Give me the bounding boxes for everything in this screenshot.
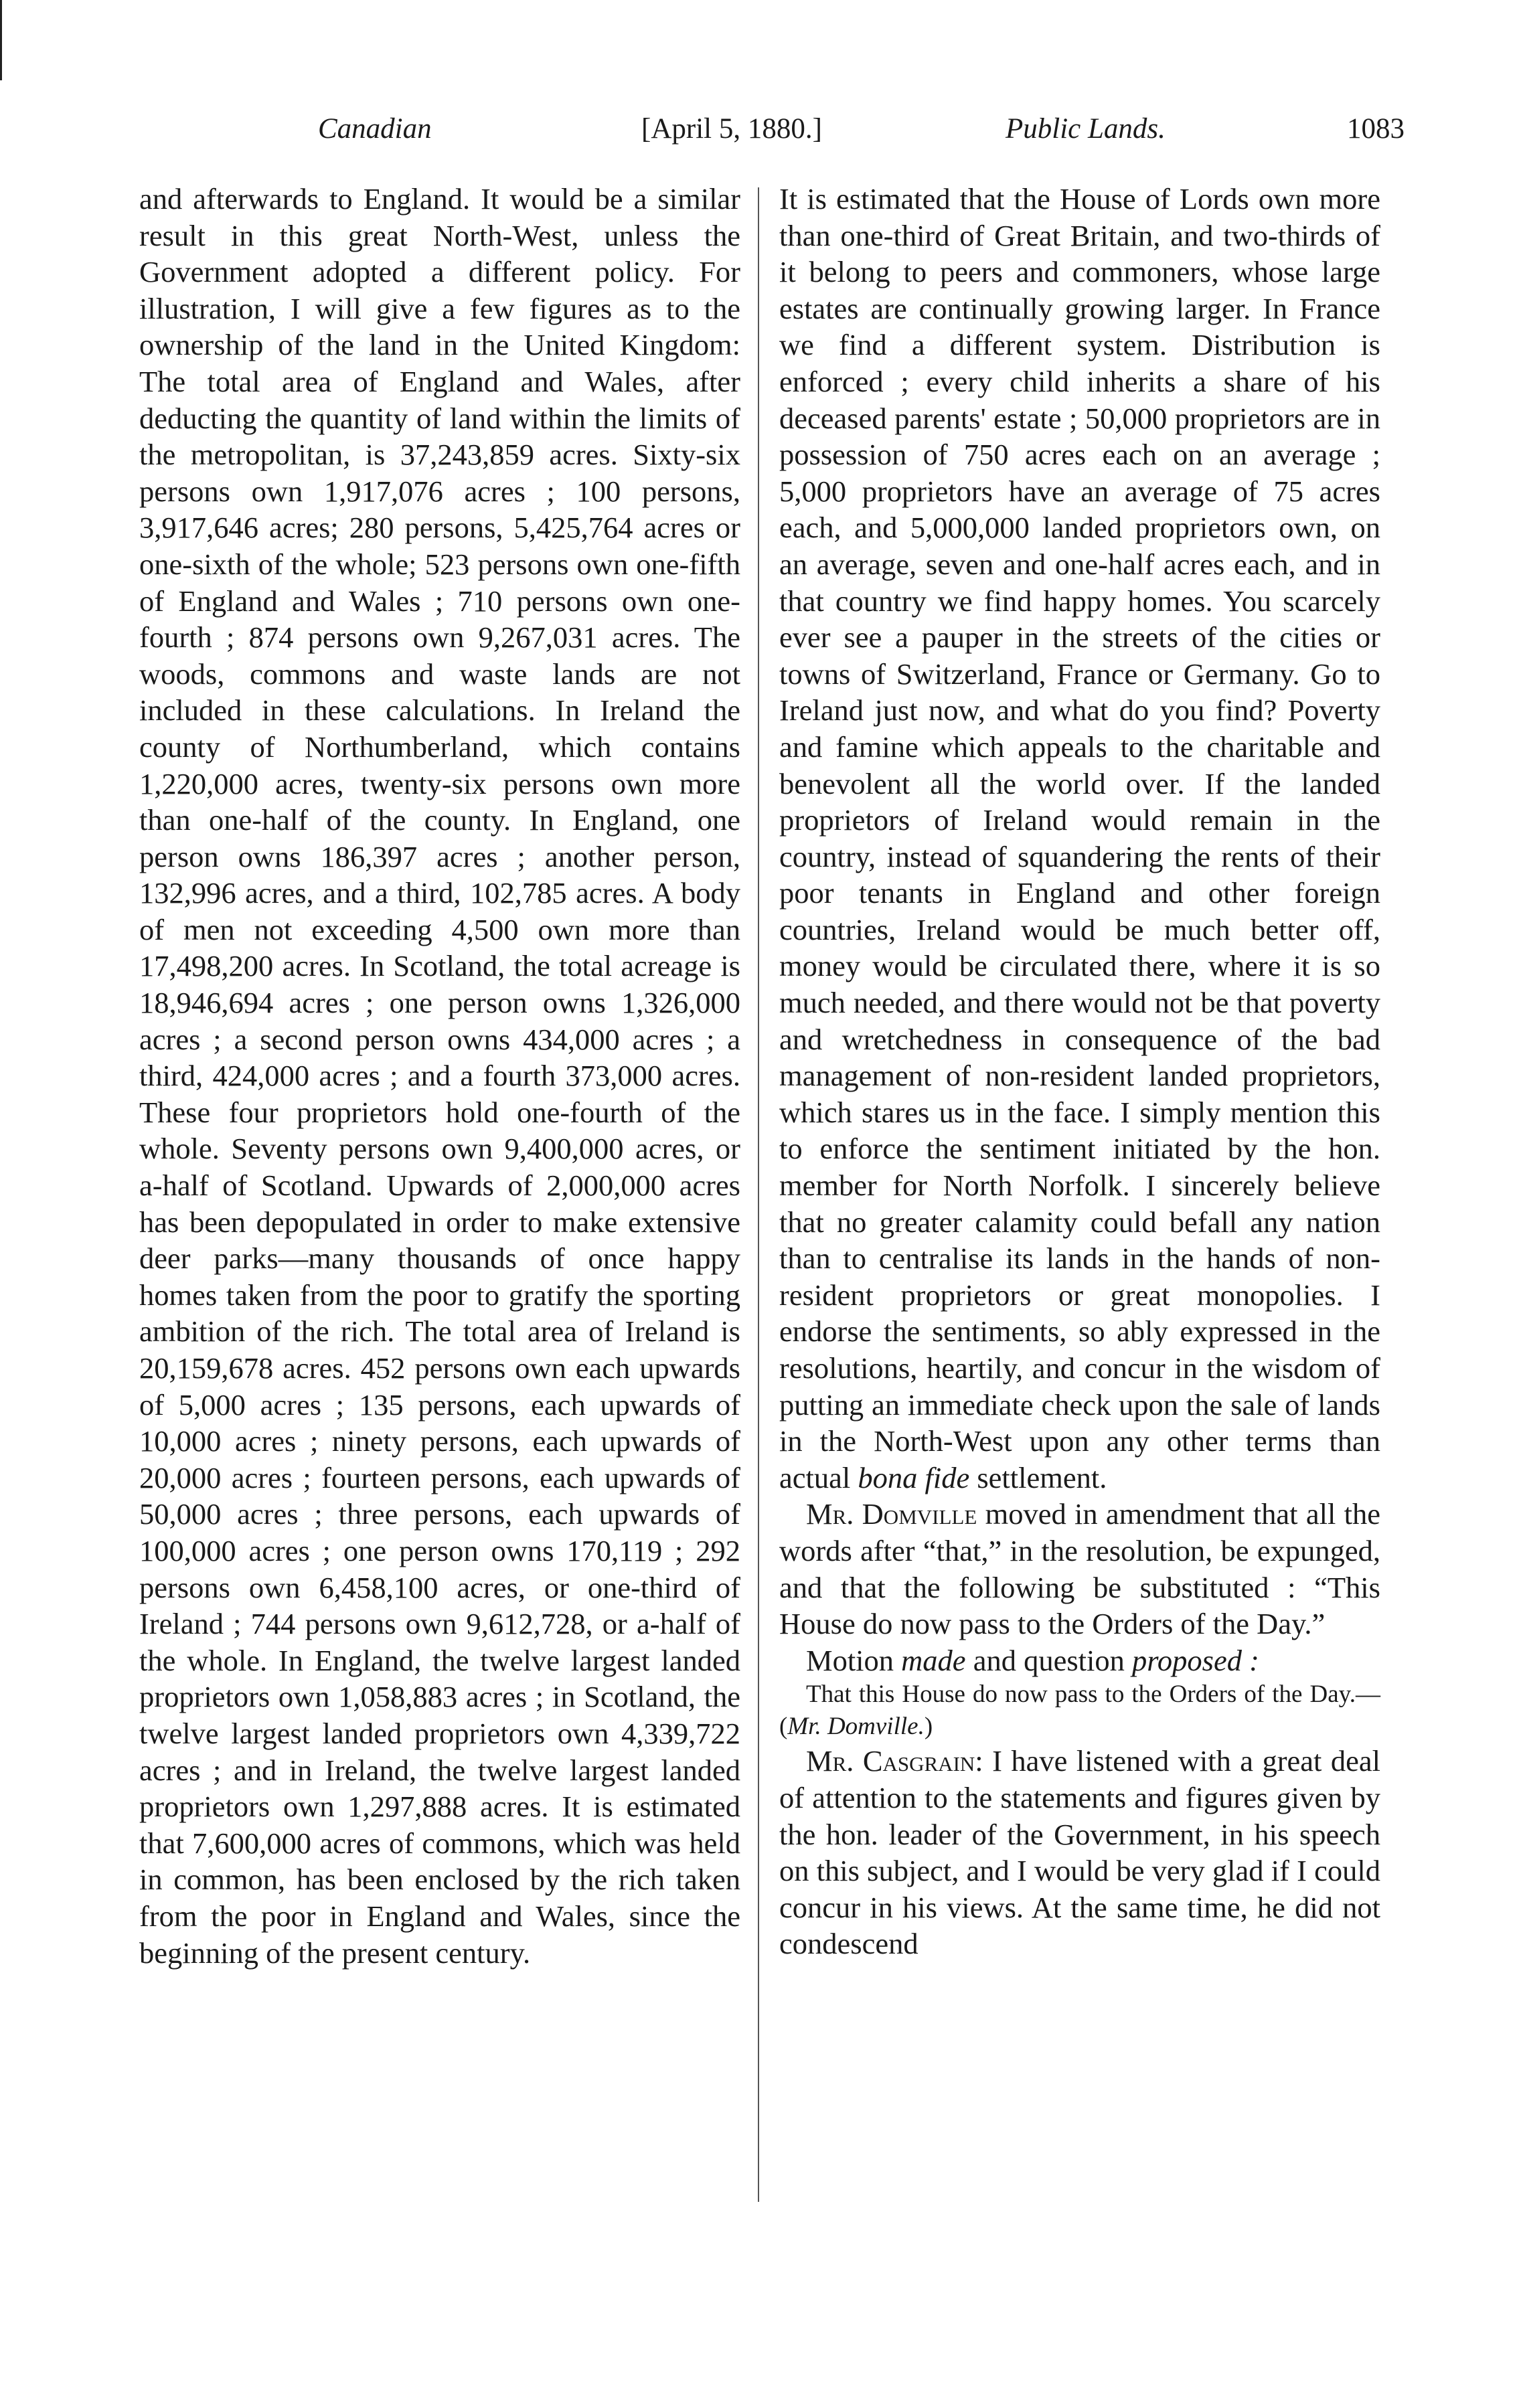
right-paragraph-3	[779, 1642, 1380, 1679]
motion-made: made	[901, 1643, 966, 1677]
header-date: [April 5, 1880.]	[641, 113, 822, 145]
right-column	[779, 181, 1380, 1962]
motion-start: Motion	[806, 1643, 894, 1677]
right-paragraph-1	[779, 181, 1380, 1496]
right-paragraph-5	[779, 1743, 1380, 1962]
right-paragraph-1-text: It is estimated that the House of Lords own more than one-third of Great Britain, and two-thirds of it belong to peers and commoners, whose large estates are continually growing larger. In France we find a different system. Distribution is enforced ; every child inherits a share of his deceased parents' estate ; 50,000 proprietors are in possession of 750 acres each on an average ; 5,000 proprietors have an average of 75 acres each, and 5,000,000 landed proprietors own, on an average, seven and one-half acres each, and in that country we find happy homes. You scarcely ever see a pauper in the streets of the cities or towns of Switzerland, France or Germany. Go to Ireland just now, and what do you find? Poverty and famine which appeals to the charitable and benevolent all the world over. If the landed proprietors of Ireland would remain in the country, instead of squandering the rents of their poor tenants in England and other foreign countries, Ireland would be much better off, money would be circulated there, where it is so much needed, and there would not be that poverty and wretchedness in consequence of the bad management of non-resident landed proprietors, which stares us in the face. I simply mention this to enforce the sentiment initiated by the hon. member for North Norfolk. I sincerely believe that no greater calamity could befall any nation than to centralise its lands in the hands of non-resident proprietors or great monopolies. I endorse the sentiments, so ably expressed in the resolutions, heartily, and concur in the wisdom of putting an immediate check upon the sale of lands in the North-West upon any other terms than actual	[779, 182, 1380, 1494]
header-right-title: Public Lands.	[1006, 113, 1166, 145]
right-paragraph-2-text: moved in amendment that all the words after “that,” in the resolution, be expunged, and that the following be substituted : “This House do now pass to the Orders of the Day.”	[779, 1497, 1380, 1641]
right-paragraph-2	[779, 1496, 1380, 1642]
left-column	[139, 181, 740, 1971]
header-left-title: Canadian	[318, 113, 432, 145]
motion-mover: Mr. Domville.	[787, 1713, 925, 1741]
page-edge-rule	[0, 0, 2, 80]
right-paragraph-5-text: : I have listened with a great deal of attention to the statements and figures given by the hon. leader of the Government, in his speech on this subject, and I would be very glad if I could concur in his views. At the same time, he did not condescend	[779, 1744, 1380, 1961]
left-column-paragraph: and afterwards to England. It would be a similar result in this great North-West, unless the Government adopted a different policy. For illustration, I will give a few figures as to the ownership of the land in the United Kingdom: The total area of England and Wales, after deducting the quantity of land within the limits of the metropolitan, is 37,243,859 acres. Sixty-six persons own 1,917,076 acres ; 100 persons, 3,917,646 acres; 280 persons, 5,425,764 acres or one-sixth of the whole; 523 persons own one-fifth of England and Wales ; 710 persons own one-fourth ; 874 persons own 9,267,031 acres. The woods, commons and waste lands are not included in these calculations. In Ireland the county of Northumberland, which contains 1,220,000 acres, twenty-six persons own more than one-half of the county. In England, one person owns 186,397 acres ; another person, 132,996 acres, and a third, 102,785 acres. A body of men not exceeding 4,500 own more than 17,498,200 acres. In Scotland, the total acreage is 18,946,694 acres ; one person owns 1,326,000 acres ; a second person owns 434,000 acres ; a third, 424,000 acres ; and a fourth 373,000 acres. These four proprietors hold one-fourth of the whole. Seventy persons own 9,400,000 acres, or a-half of Scotland. Upwards of 2,000,000 acres has been depopulated in order to make extensive deer parks—many thousands of once happy homes taken from the poor to gratify the sporting ambition of the rich. The total area of Ireland is 20,159,678 acres. 452 persons own each upwards of 5,000 acres ; 135 persons, each upwards of 10,000 acres ; ninety persons, each upwards of 20,000 acres ; fourteen persons, each upwards of 50,000 acres ; three persons, each upwards of 100,000 acres ; one person owns 170,119 ; 292 persons own 6,458,100 acres, or one-third of Ireland ; 744 persons own 9,612,728, or a-half of the whole. In England, the twelve largest landed proprietors own 1,058,883 acres ; in Scotland, the twelve largest landed proprietors own 4,339,722 acres ; and in Ireland, the twelve largest landed proprietors own 1,297,888 acres. It is estimated that 7,600,000 acres of commons, which was held in common, has been enclosed by the rich taken from the poor in England and Wales, since the beginning of the present century.	[139, 182, 740, 1970]
motion-proposed: proposed :	[1132, 1643, 1259, 1677]
motion-close: )	[924, 1713, 933, 1741]
speaker-casgrain: Mr. Casgrain	[806, 1744, 975, 1778]
speaker-domville: Mr. Domville	[806, 1497, 977, 1531]
motion-text: That this House do now pass to the Orders of the Day.—(	[779, 1681, 1380, 1741]
bona-fide-italic: bona fide	[858, 1460, 970, 1494]
right-paragraph-1-end: settlement.	[977, 1460, 1107, 1494]
column-divider	[758, 187, 759, 2202]
right-paragraph-4	[779, 1679, 1380, 1743]
page-number: 1083	[1347, 113, 1405, 145]
page-header	[0, 112, 1521, 159]
motion-mid: and question	[973, 1643, 1125, 1677]
